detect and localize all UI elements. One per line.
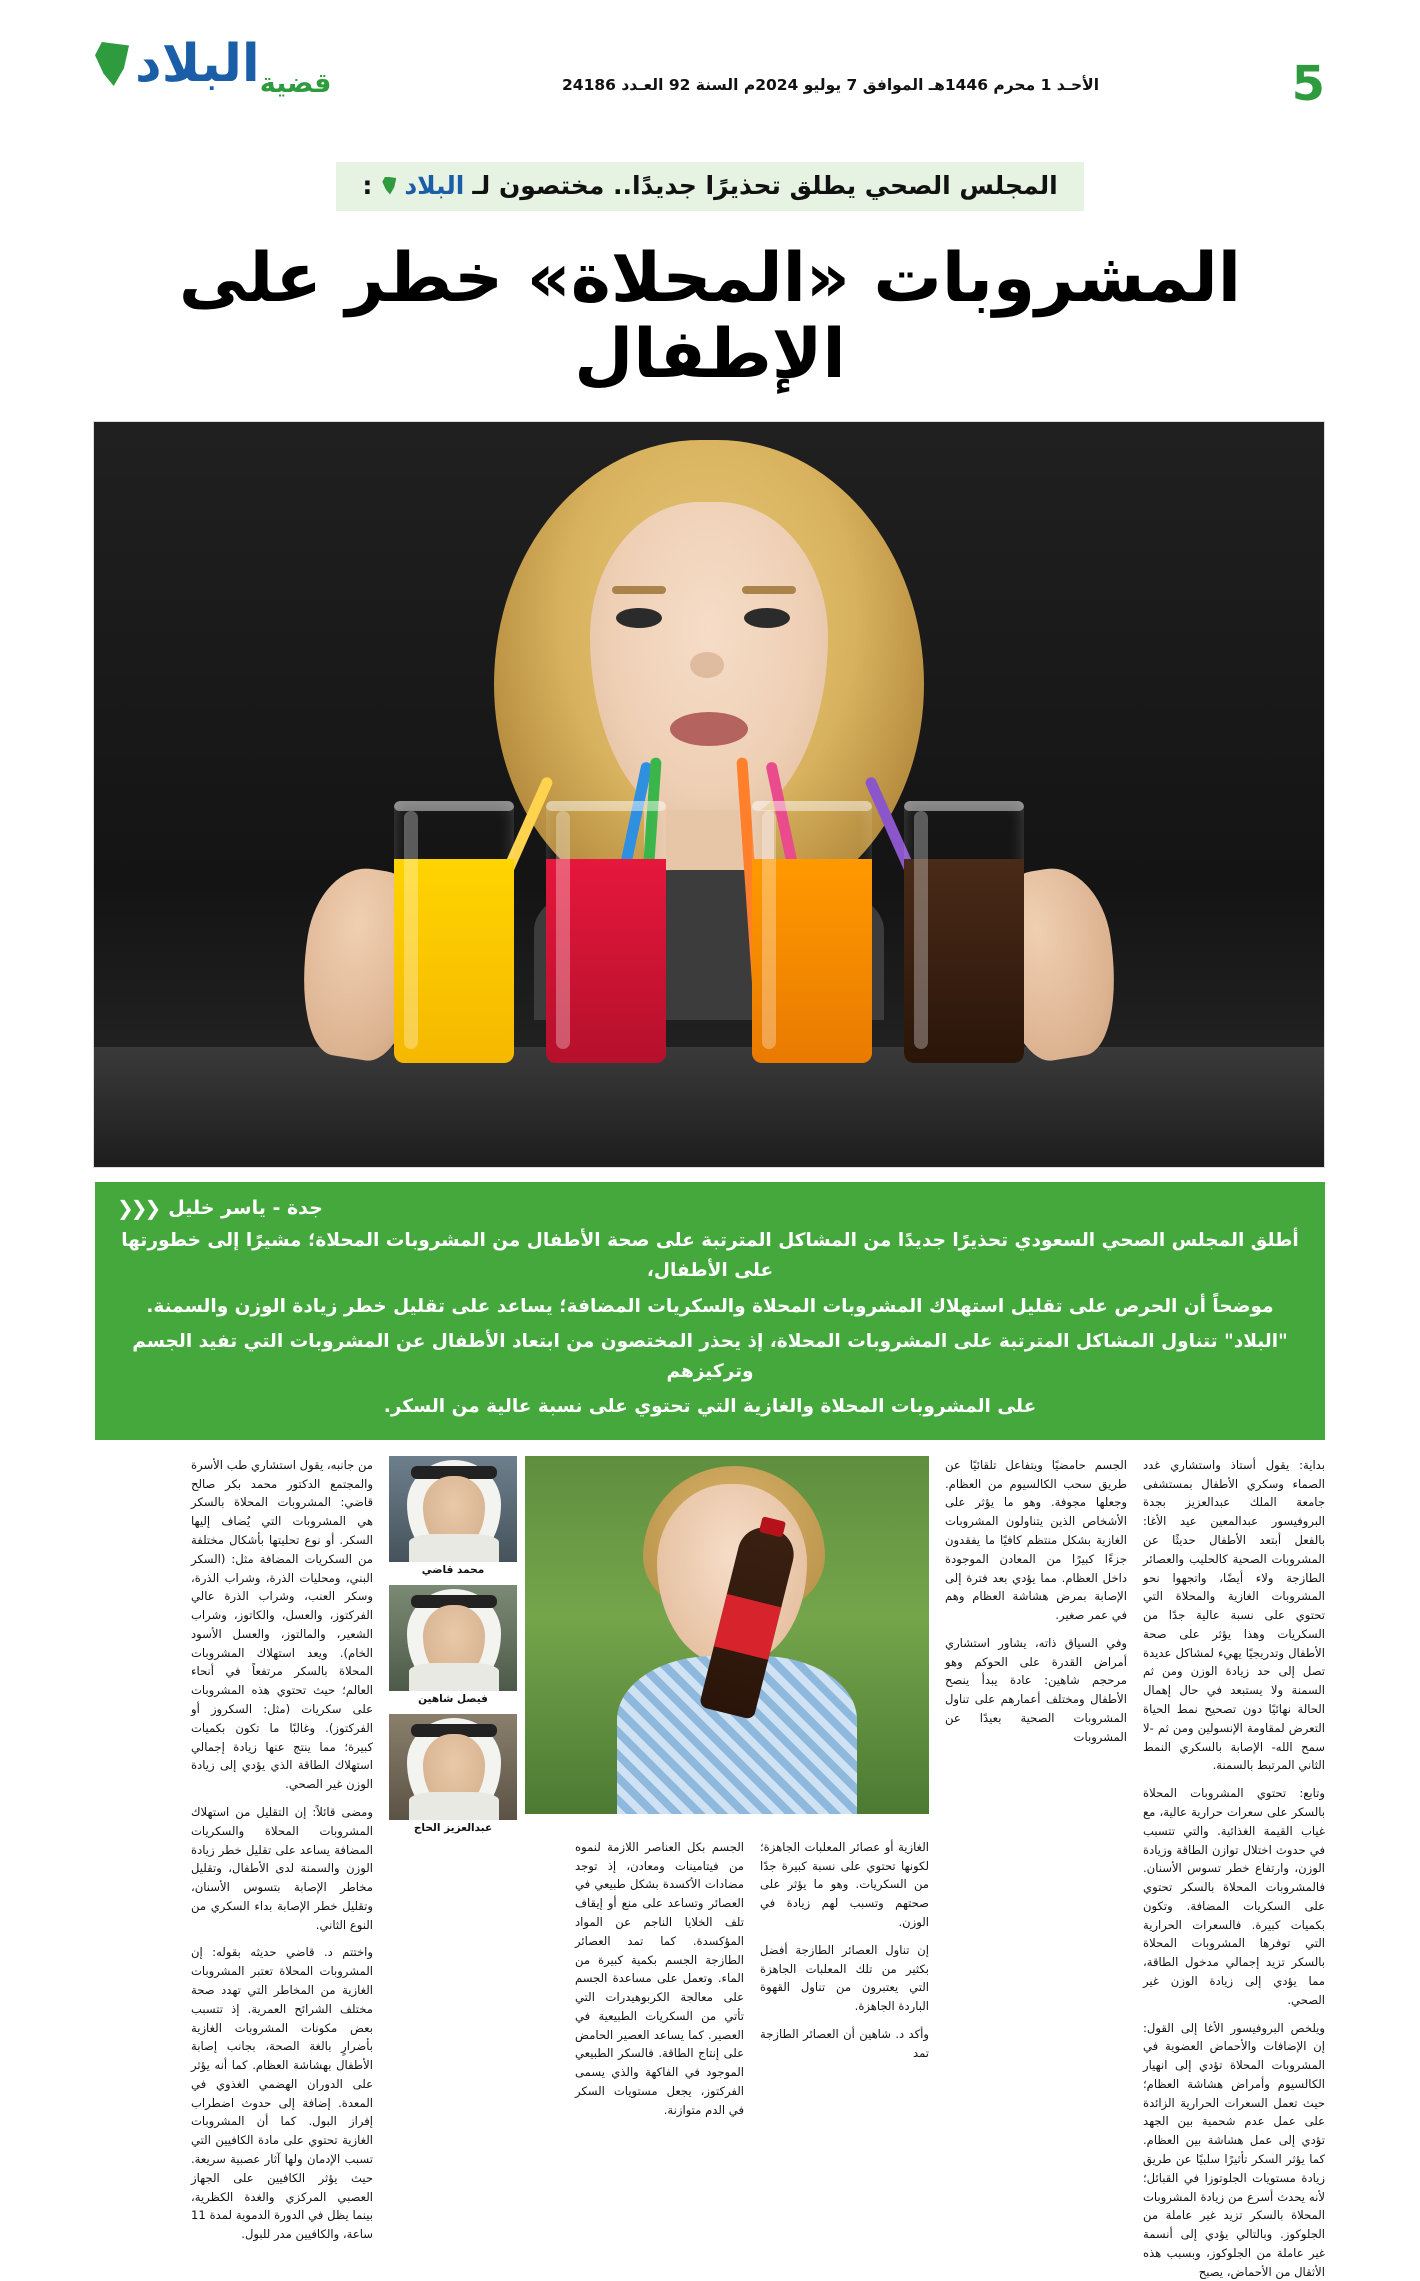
portrait-robe — [409, 1534, 499, 1562]
leaf-icon-small — [382, 177, 396, 195]
kicker-prefix: المجلس الصحي يطلق تحذيرًا جديدًا.. مختصون لـ — [472, 171, 1058, 200]
column-right-2 — [945, 1456, 1127, 2096]
child-brow-right — [742, 586, 796, 594]
byline-text: جدة - ياسر خليل — [168, 1197, 323, 1220]
paragraph: الغازية أو عصائر المعلبات الجاهزة؛ لكونها تحتوي على نسبة كبيرة جدًا من السكريات. وهو ما يؤثر على صحتهم وتسبب لهم زيادة في الوزن. — [760, 1839, 929, 1929]
secondary-photo — [525, 1456, 929, 1814]
column-mid-1 — [760, 1838, 929, 2129]
lead-paragraph-3: "البلاد" تتناول المشاكل المترتبة على المشروبات المحلاة، إذ يحذر المختصون من ابتعاد الأطفال عن المشروبات التي تفيد الجسم وتركيزهم — [132, 1331, 1288, 1382]
portrait-thumbnails — [389, 1456, 517, 1834]
center-media-block — [389, 1456, 929, 2117]
page-number: 5 — [1291, 56, 1325, 112]
paragraph: الجسم بكل العناصر اللازمة لنموه من فيتامينات ومعادن، إذ توجد مضادات الأكسدة بشكل طبيعي في العصائر وتساعد على منع أو إيقاف تلف الخلايا الناجم عن المواد المؤكسدة. كما تمد العصائر الطازجة الجسم بكمية كبيرة من الماء. وتعمل على مساعدة الجسم على معالجة الكربوهيدرات التي تأتي من السكريات الطبيعية في العصير. كما يساعد العصير الحامض على إنتاج الطاقة. فالسكر الطبيعي الموجود في الفاكهة والذي يسمى الفركتوز، يجعل مستويات السكر في الدم متوازنة. — [575, 1839, 744, 2117]
lead-paragraph-2: موضحاً أن الحرص على تقليل استهلاك المشروبات المحلاة والسكريات المضافة؛ يساعد على تقليل خطر زيادة الوزن والسمنة. — [146, 1295, 1274, 1317]
kicker-suffix: : — [362, 171, 373, 200]
glass-red-drink — [546, 801, 666, 1063]
paragraph: الجسم حامضيًا ويتفاعل تلقائيًا عن طريق سحب الكالسيوم من العظام. وجعلها مجوفة. وهو ما يؤثر على الأشخاص الذين يتناولون المشروبات الغازية بشكل منتظم كافيًا ما يفقدون جزءًا كبيرًا من المعادن الموجودة داخل العظام. مما يؤدي بعد فترة إلى الإصابة بمرض هشاشة العظام وهم في عمر صغير. — [945, 1457, 1127, 1623]
column-left-1 — [191, 1456, 373, 2242]
glass-orange-drink — [752, 801, 872, 1063]
glass-cola-drink — [904, 801, 1024, 1063]
glass-glare — [404, 811, 418, 1049]
page-title: المشروبات «المحلاة» خطر على الإطفال — [178, 239, 1242, 395]
kicker-brand: البلاد — [404, 171, 465, 200]
glass-glare — [556, 811, 570, 1049]
portrait-item — [389, 1456, 517, 1576]
paragraph: من جانبه، يقول استشاري طب الأسرة والمجتمع الدكتور محمد بكر صالح قاضي: المشروبات المحلاة بالسكر هي المشروبات التي يُضاف إليها السكر. أو نوع تحليتها بأشكال مختلفة من السكريات المضافة مثل: (السكر البني، ومحليات الذرة، وشراب الذرة، وسكر العنب، وشراب الذرة عالي الفركتوز، والعسل، والكاتوز، وشراب الشعير، والمالتوز، والعسل الأسود الخام). ويعد استهلاك المشروبات المحلاة بالسكر مرتفعاً في أنحاء العالم؛ حيث تحتوي هذه المشروبات على سكريات (مثل: السكروز أو الفركتوز). وغالبًا ما تكون بكميات كبيرة؛ مما ينتج عنها زيادة إجمالي استهلاك الطاقة الذي يؤدي إلى زيادة الوزن غير الصحي. — [191, 1457, 373, 1792]
portrait-caption: عبدالعزيز الحاج — [413, 1821, 493, 1834]
glass-rim — [904, 801, 1024, 811]
byline — [117, 1196, 1303, 1220]
chevron-left-icon: ❮❮❮ — [117, 1196, 159, 1221]
child-eye-left — [616, 608, 662, 628]
portrait-photo — [389, 1585, 517, 1691]
child-nose — [690, 652, 724, 678]
portrait-robe — [409, 1663, 499, 1691]
glass-glare — [762, 811, 776, 1049]
hero-photo — [93, 421, 1325, 1168]
child-brow-left — [612, 586, 666, 594]
paragraph: وأكد د. شاهين أن العصائر الطازجة تمد — [760, 2026, 929, 2060]
column-mid-3 — [390, 1838, 559, 2129]
issue-line: الأحـد 1 محرم 1446هـ الموافق 7 يوليو 2024م السنة 92 العـدد 24186 — [562, 76, 1100, 94]
portrait-robe — [409, 1792, 499, 1820]
child-eye-right — [744, 608, 790, 628]
glass-rim — [394, 801, 514, 811]
hero-table-surface — [94, 1047, 1324, 1167]
glass-rim — [546, 801, 666, 811]
glass-yellow-drink — [394, 801, 514, 1063]
lead-paragraph-4: على المشروبات المحلاة والغازية التي تحتوي على نسبة عالية من السكر. — [383, 1396, 1037, 1418]
portrait-item — [389, 1585, 517, 1705]
paragraph: وفي السياق ذاته، يشاور استشاري أمراض القدرة على الحوكم وهو مرحجم شاهين: عادة يبدأ ينصح الأطفال ومختلف أعمارهم على تناول المشروبات الصحية بعيدًا عن المشروبات — [945, 1635, 1127, 1744]
columns-under-photo — [389, 1838, 929, 2129]
paragraph: إن تناول العصائر الطازجة أفضل بكثير من تلك المعلبات الجاهزة التي يعتبرون من تناول القهوة الباردة الجاهزة. — [760, 1942, 929, 2014]
portrait-photo — [389, 1456, 517, 1562]
kicker — [336, 162, 1083, 211]
masthead-logo[interactable] — [95, 34, 260, 94]
masthead — [95, 0, 1325, 118]
lead-summary-box — [95, 1182, 1325, 1440]
portrait-caption: محمد قاضي — [421, 1563, 485, 1576]
portrait-photo — [389, 1714, 517, 1820]
paragraph: بداية: يقول أستاذ واستشاري غدد الصماء وسكري الأطفال بمستشفى جامعة الملك عبدالعزيز بجدة البروفيسور عبدالمعين عيد الأغا: بالفعل أبتعد الأطفال حديثًا عن المشروبات الصحية كالحليب والعصائر الطازجة ولاء أيضًا، واتجهوا نحو المشروبات الغازية والمحلاة التي تحتوي على نسبة عالية جدًا من السكريات وهذا يؤثر على صحة الأطفال وتدريجيًا يهيء لمشاكل عديدة تصل إلى حد زيادة الوزن ومن ثم السمنة ولا يستبعد في حال إهمال الحالة نهائيًا دون تصحيح نمط الحياة التعرض لمقاومة الإنسولين ومن ثم -لا سمح الله- الإصابة بالسكري النمط الثاني المرتبط بالسمنة. — [1143, 1457, 1325, 1773]
glass-glare — [914, 811, 928, 1049]
leaf-icon — [95, 42, 129, 86]
lead-paragraph-1: أطلق المجلس الصحي السعودي تحذيرًا جديدًا من المشاكل المترتبة على صحة الأطفال من المشروبات المحلاة؛ مشيرًا إلى خطورتها على الأطفال، — [121, 1230, 1299, 1281]
logo-text: البلاد — [135, 34, 260, 94]
paragraph: ويلخص البروفيسور الأغا إلى القول: إن الإضافات والأحماض العضوية في المشروبات المحلاة تؤدي إلى انهيار الكالسيوم وأمراض هشاشة العظام؛ حيث تعمل السعرات الحرارية الزائدة على عمل عدم شحمية بين الجهد تؤدي إلى عمل هشاشة بين العظام. كما يؤثر السكر تأثيرًا سلبيًا عن طريق زيادة مستويات الجلوتوزا في القبائل؛ لأنه يحدث أسرع من زيادة المشروبات المحلاة بالسكر تزيد غير عاملة من الجلوكوز. وبالتالي يؤدي إلى أنسمة غير عاملة من الجلوكوز، وبسبب هذه الأثقال من الأحماض، يصبح — [1143, 2020, 1325, 2279]
article-body — [95, 1456, 1325, 2279]
glass-rim — [752, 801, 872, 811]
child-mouth — [670, 712, 748, 746]
section-label: قضية — [259, 68, 332, 99]
paragraph: وتابع: تحتوي المشروبات المحلاة بالسكر على سعرات حرارية عالية، مع غياب القيمة الغذائية. والتي تتسبب في حدوث اختلال توازن الطاقة وزيادة الوزن، وارتفاع خطر تسوس الأسنان. فالمشروبات المحلاة بالسكر تحتوي على السكريات المضافة. وتكون بكميات كبيرة. فالسعرات الحرارية التي توفرها المشروبات المحلاة بالسكر تزيد إجمالي مدخول الطاقة، مما يؤدي إلى زيادة الوزن غير الصحي. — [1143, 1786, 1325, 2007]
paragraph: واختتم د. قاضي حديثه بقوله: إن المشروبات المحلاة تعتبر المشروبات الغازية من المخاطر التي تهدد صحة مختلف الشرائح العمرية. إذ تتسبب بعض مكونات المشروبات الغازية بأضرارٍ بالغة الصحة، بجانب إصابة الأطفال بهشاشة العظام. كما أنه يؤثر على الدوران الهضمي الغذوي في المعدة. إضافة إلى حدوث اضطراب إفراز البول. كما أن المشروبات الغازية تحتوي على مادة الكافيين التي تسبب الإدمان ولها آثار عصبية سريعة. حيث يؤثر الكافيين على الجهاز العصبي المركزي والغدة الكظرية، بينما يظل في الدورة الدموية لمدة 11 ساعة، والكافيين مدر للبول. — [191, 1945, 373, 2242]
portrait-item — [389, 1714, 517, 1834]
column-mid-2 — [575, 1838, 744, 2129]
paragraph: ومضى قائلاً: إن التقليل من استهلاك المشروبات المحلاة والسكريات المضافة يساعد على تقليل خطر زيادة الوزن والسمنة لدى الأطفال، وتقليل مخاطر الإصابة بتسوس الأسنان، وتقليل خطر الإصابة بداء السكري من النوع الثاني. — [191, 1804, 373, 1932]
column-right-1 — [1143, 1456, 1325, 2279]
kicker-row — [95, 162, 1325, 211]
portrait-caption: فيصل شاهين — [418, 1692, 488, 1705]
